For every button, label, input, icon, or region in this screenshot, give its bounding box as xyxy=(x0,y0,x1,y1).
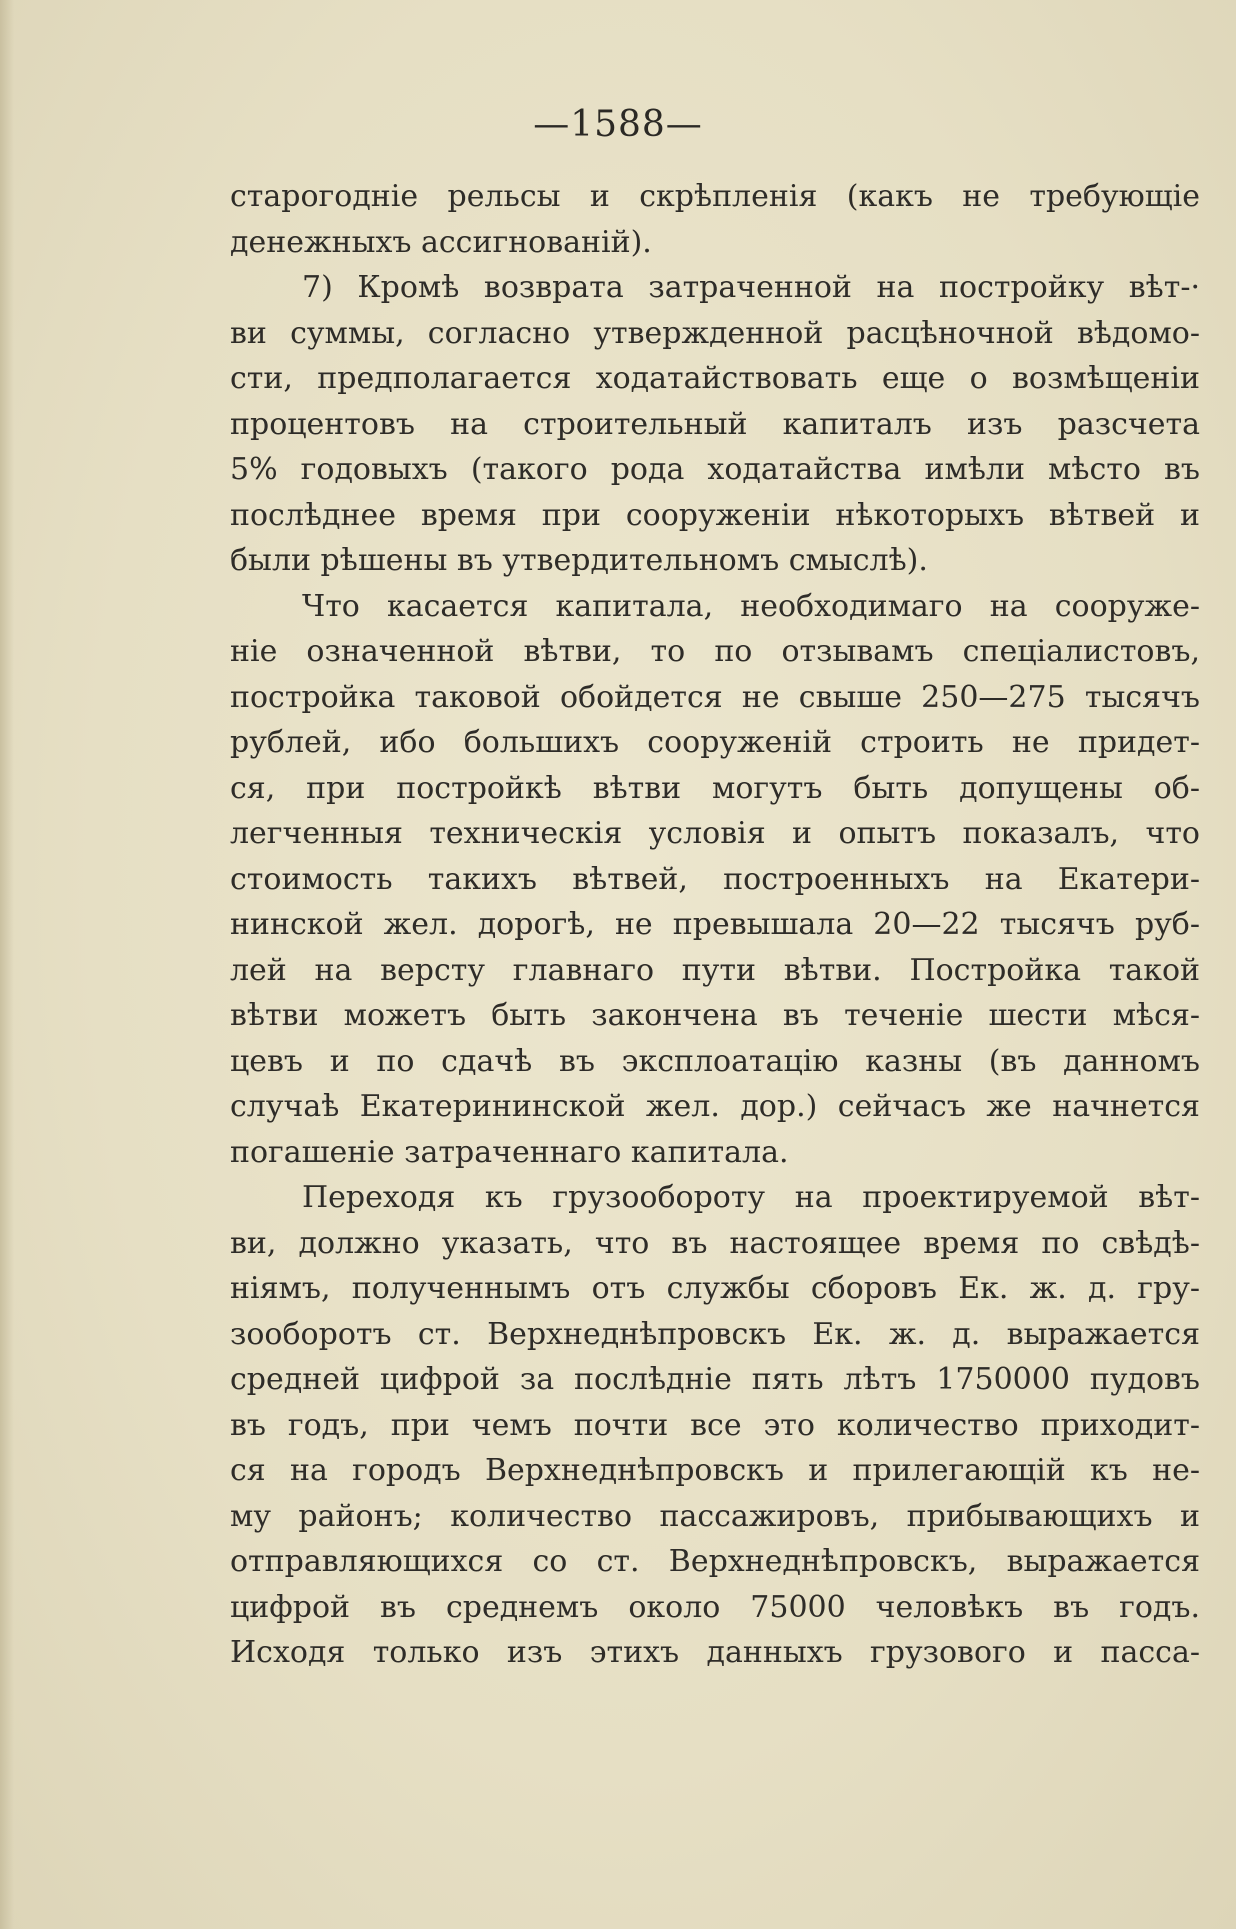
text-line: случаѣ Екатерининской жел. дор.) сейчасъ же начнется xyxy=(230,1089,1200,1124)
text-line: ся, при постройкѣ вѣтви могутъ быть допущены об- xyxy=(230,770,1200,806)
text-line: ви суммы, согласно утвержденной расцѣночной вѣдомо- xyxy=(230,315,1200,351)
text-line: стоимость такихъ вѣтвей, построенныхъ на Екатери- xyxy=(230,861,1200,897)
text-line: сти, предполагается ходатайствовать еще о возмѣщеніи xyxy=(230,361,1200,396)
text-line: зооборотъ ст. Верхнеднѣпровскъ Ек. ж. д. выражается xyxy=(230,1316,1200,1352)
text-line: легченныя техническія условія и опытъ показалъ, что xyxy=(230,816,1200,851)
text-line: му районъ; количество пассажировъ, прибывающихъ и xyxy=(230,1498,1200,1534)
text-line: постройка таковой обойдется не свыше 250—275 тысячъ xyxy=(230,679,1200,715)
text-line: Переходя къ грузообороту на проектируемой вѣт- xyxy=(302,1180,1200,1215)
text-line: денежныхъ ассигнованій). xyxy=(230,224,652,260)
text-line: старогодніе рельсы и скрѣпленія (какъ не требующіе xyxy=(230,179,1200,214)
text-line: ся на городъ Верхнеднѣпровскъ и прилегающій къ не- xyxy=(230,1453,1200,1488)
text-line: отправляющихся со ст. Верхнеднѣпровскъ, выражается xyxy=(230,1544,1200,1579)
text-line: лей на версту главнаго пути вѣтви. Постройка такой xyxy=(230,952,1200,988)
text-line: ви, должно указать, что въ настоящее время по свѣдѣ- xyxy=(230,1225,1200,1261)
text-line: Что касается капитала, необходимаго на сооруже- xyxy=(302,588,1200,624)
text-line: вѣтви можетъ быть закончена въ теченіе шести мѣся- xyxy=(230,998,1200,1033)
text-line: были рѣшены въ утвердительномъ смыслѣ). xyxy=(230,543,928,578)
text-line: 7) Кромѣ возврата затраченной на постройку вѣт-· xyxy=(302,270,1200,305)
text-line: въ годъ, при чемъ почти все это количество приходит- xyxy=(230,1407,1200,1443)
text-line: ніе означенной вѣтви, то по отзывамъ спеціалистовъ, xyxy=(230,634,1200,669)
page-number: —1588— xyxy=(533,104,703,145)
text-line: средней цифрой за послѣдніе пять лѣтъ 1750000 пудовъ xyxy=(230,1362,1200,1397)
text-line: Исходя только изъ этихъ данныхъ грузового и пасса- xyxy=(230,1635,1200,1670)
text-line: послѣднее время при сооруженіи нѣкоторыхъ вѣтвей и xyxy=(230,497,1200,533)
text-line: цифрой въ среднемъ около 75000 человѣкъ въ годъ. xyxy=(230,1589,1200,1625)
text-line: нинской жел. дорогѣ, не превышала 20—22 тысячъ руб- xyxy=(230,907,1200,942)
body-text xyxy=(230,174,1200,1676)
text-line: погашеніе затраченнаго капитала. xyxy=(230,1134,789,1170)
text-line: цевъ и по сдачѣ въ эксплоатацію казны (въ данномъ xyxy=(230,1043,1200,1079)
text-line: рублей, ибо большихъ сооруженій строить не придет- xyxy=(230,725,1200,760)
text-line: 5% годовыхъ (такого рода ходатайства имѣли мѣсто въ xyxy=(230,452,1200,487)
page-edge-shadow xyxy=(0,0,14,1929)
text-line: процентовъ на строительный капиталъ изъ разсчета xyxy=(230,406,1200,442)
text-line: ніямъ, полученнымъ отъ службы сборовъ Ек. ж. д. гру- xyxy=(230,1271,1200,1306)
